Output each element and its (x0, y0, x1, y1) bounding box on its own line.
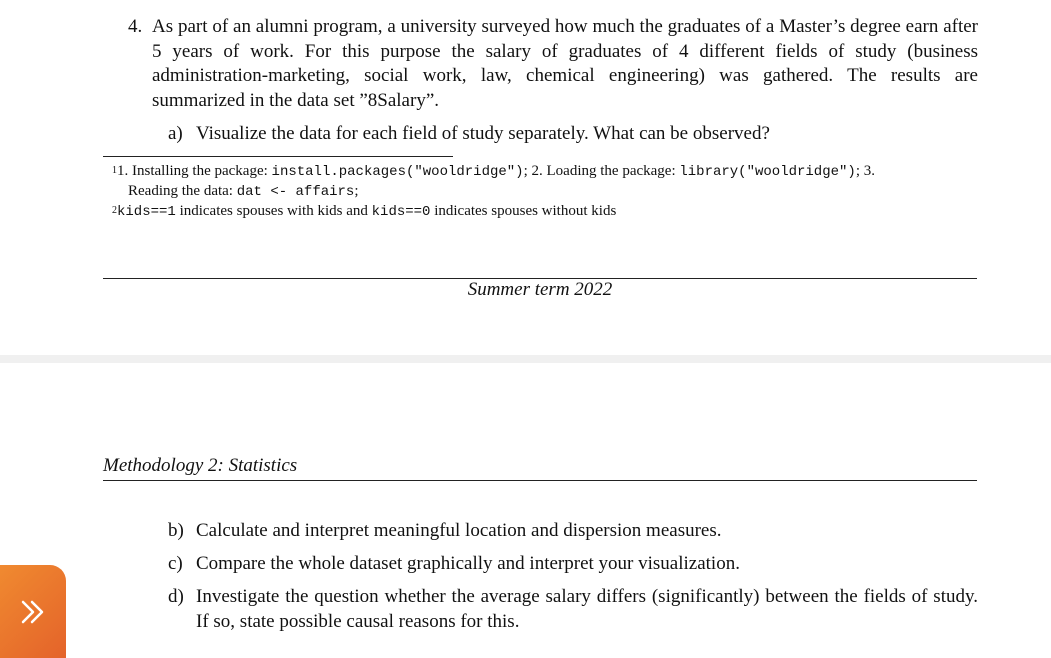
subquestion-text: Compare the whole dataset graphically and interpret your visualization. (196, 553, 740, 574)
footnote-mark: 1 (112, 165, 117, 176)
subquestion-label: c) (168, 553, 183, 574)
subquestion-text: Calculate and interpret meaningful location and dispersion measures. (196, 520, 722, 541)
subquestion-text: Visualize the data for each field of study separately. What can be observed? (196, 123, 770, 144)
subquestion-text: Investigate the question whether the average salary differs (significantly) between the fields of study. If so, state possible causal reasons for this. (196, 586, 978, 632)
header-rule (103, 480, 977, 481)
page-header: Methodology 2: Statistics (103, 455, 298, 476)
subquestion-label: b) (168, 520, 184, 541)
next-page-button[interactable] (0, 565, 66, 658)
footnote-1: $^1$1. Installing the package: install.packages("wooldridge"); 2. Loading the package: library("wooldridge"); 3. Reading the data: dat <- affairs; (112, 162, 978, 202)
subquestion-label: a) (168, 123, 183, 144)
footnote-rule (103, 156, 453, 157)
subquestion-label: d) (168, 586, 184, 607)
footnote-1-line-2: Reading the data: dat <- affairs; (128, 183, 359, 200)
double-chevron-right-icon (17, 596, 49, 628)
page-gap (0, 355, 1051, 363)
page-footer: Summer term 2022 (467, 279, 613, 300)
question-number: 4. (128, 16, 143, 37)
footnote-mark: 2 (112, 205, 117, 216)
question-text: As part of an alumni program, a university surveyed how much the graduates of a Master’s degree earn after 5 years of work. For this purpose the salary of graduates of 4 different fields of study (business administration-marketing, social work, law, chemical engineering) was gathered. The results are summarized in the data set ”8Salary”. (152, 16, 978, 111)
footnote-2: $^2$kids==1 indicates spouses with kids and kids==0 indicates spouses without kids (112, 203, 617, 220)
